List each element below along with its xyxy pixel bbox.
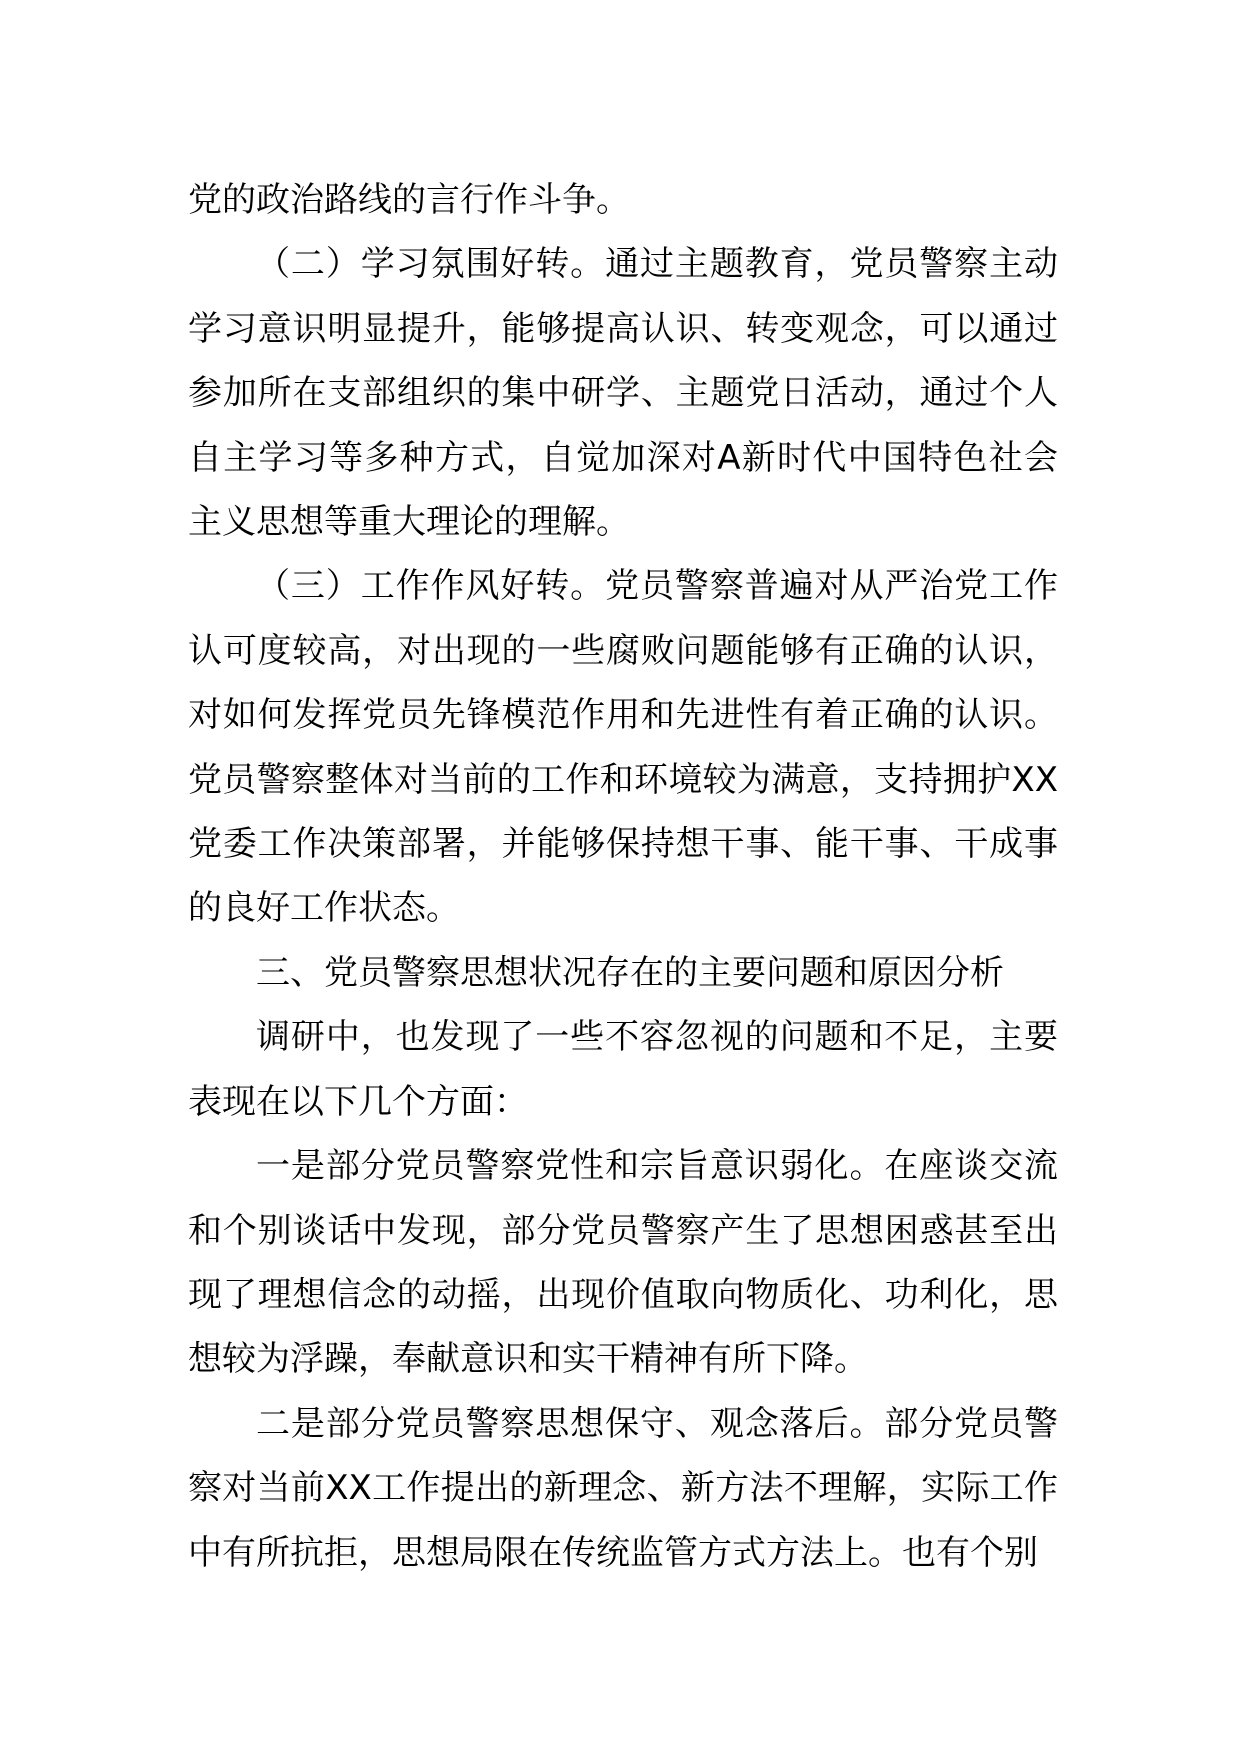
paragraph-continuation: 党的政治路线的言行作斗争。: [188, 180, 630, 220]
paragraph-survey-intro: 调研中，也发现了一些不容忽视的问题和不足，主要表现在以下几个方面：: [188, 1017, 1058, 1122]
paragraph-study-atmosphere: （二）学习氛围好转。通过主题教育，党员警察主动学习意识明显提升，能够提高认识、转变观念，可以通过参加所在支部组织的集中研学、主题党日活动，通过个人自主学习等多种方式，自觉加深对A新时代中国特色社会主义思想等重大理论的理解。: [188, 244, 1058, 543]
paragraph-problem-two: 二是部分党员警察思想保守、观念落后。部分党员警察对当前XX工作提出的新理念、新方法不理解，实际工作中有所抗拒，思想局限在传统监管方式方法上。也有个别: [188, 1403, 1058, 1573]
paragraph-work-style: （三）工作作风好转。党员警察普遍对从严治党工作认可度较高，对出现的一些腐败问题能够有正确的认识，对如何发挥党员先锋模范作用和先进性有着正确的认识。党员警察整体对当前的工作和环境较为满意，支持拥护XX党委工作决策部署，并能够保持想干事、能干事、干成事的良好工作状态。: [188, 566, 1058, 929]
paragraph-problem-one: 一是部分党员警察党性和宗旨意识弱化。在座谈交流和个别谈话中发现，部分党员警察产生了思想困惑甚至出现了理想信念的动摇，出现价值取向物质化、功利化，思想较为浮躁，奉献意识和实干精神有所下降。: [188, 1146, 1058, 1380]
section-heading-problems: 三、党员警察思想状况存在的主要问题和原因分析: [256, 952, 1004, 993]
document-body: [188, 168, 1058, 1585]
